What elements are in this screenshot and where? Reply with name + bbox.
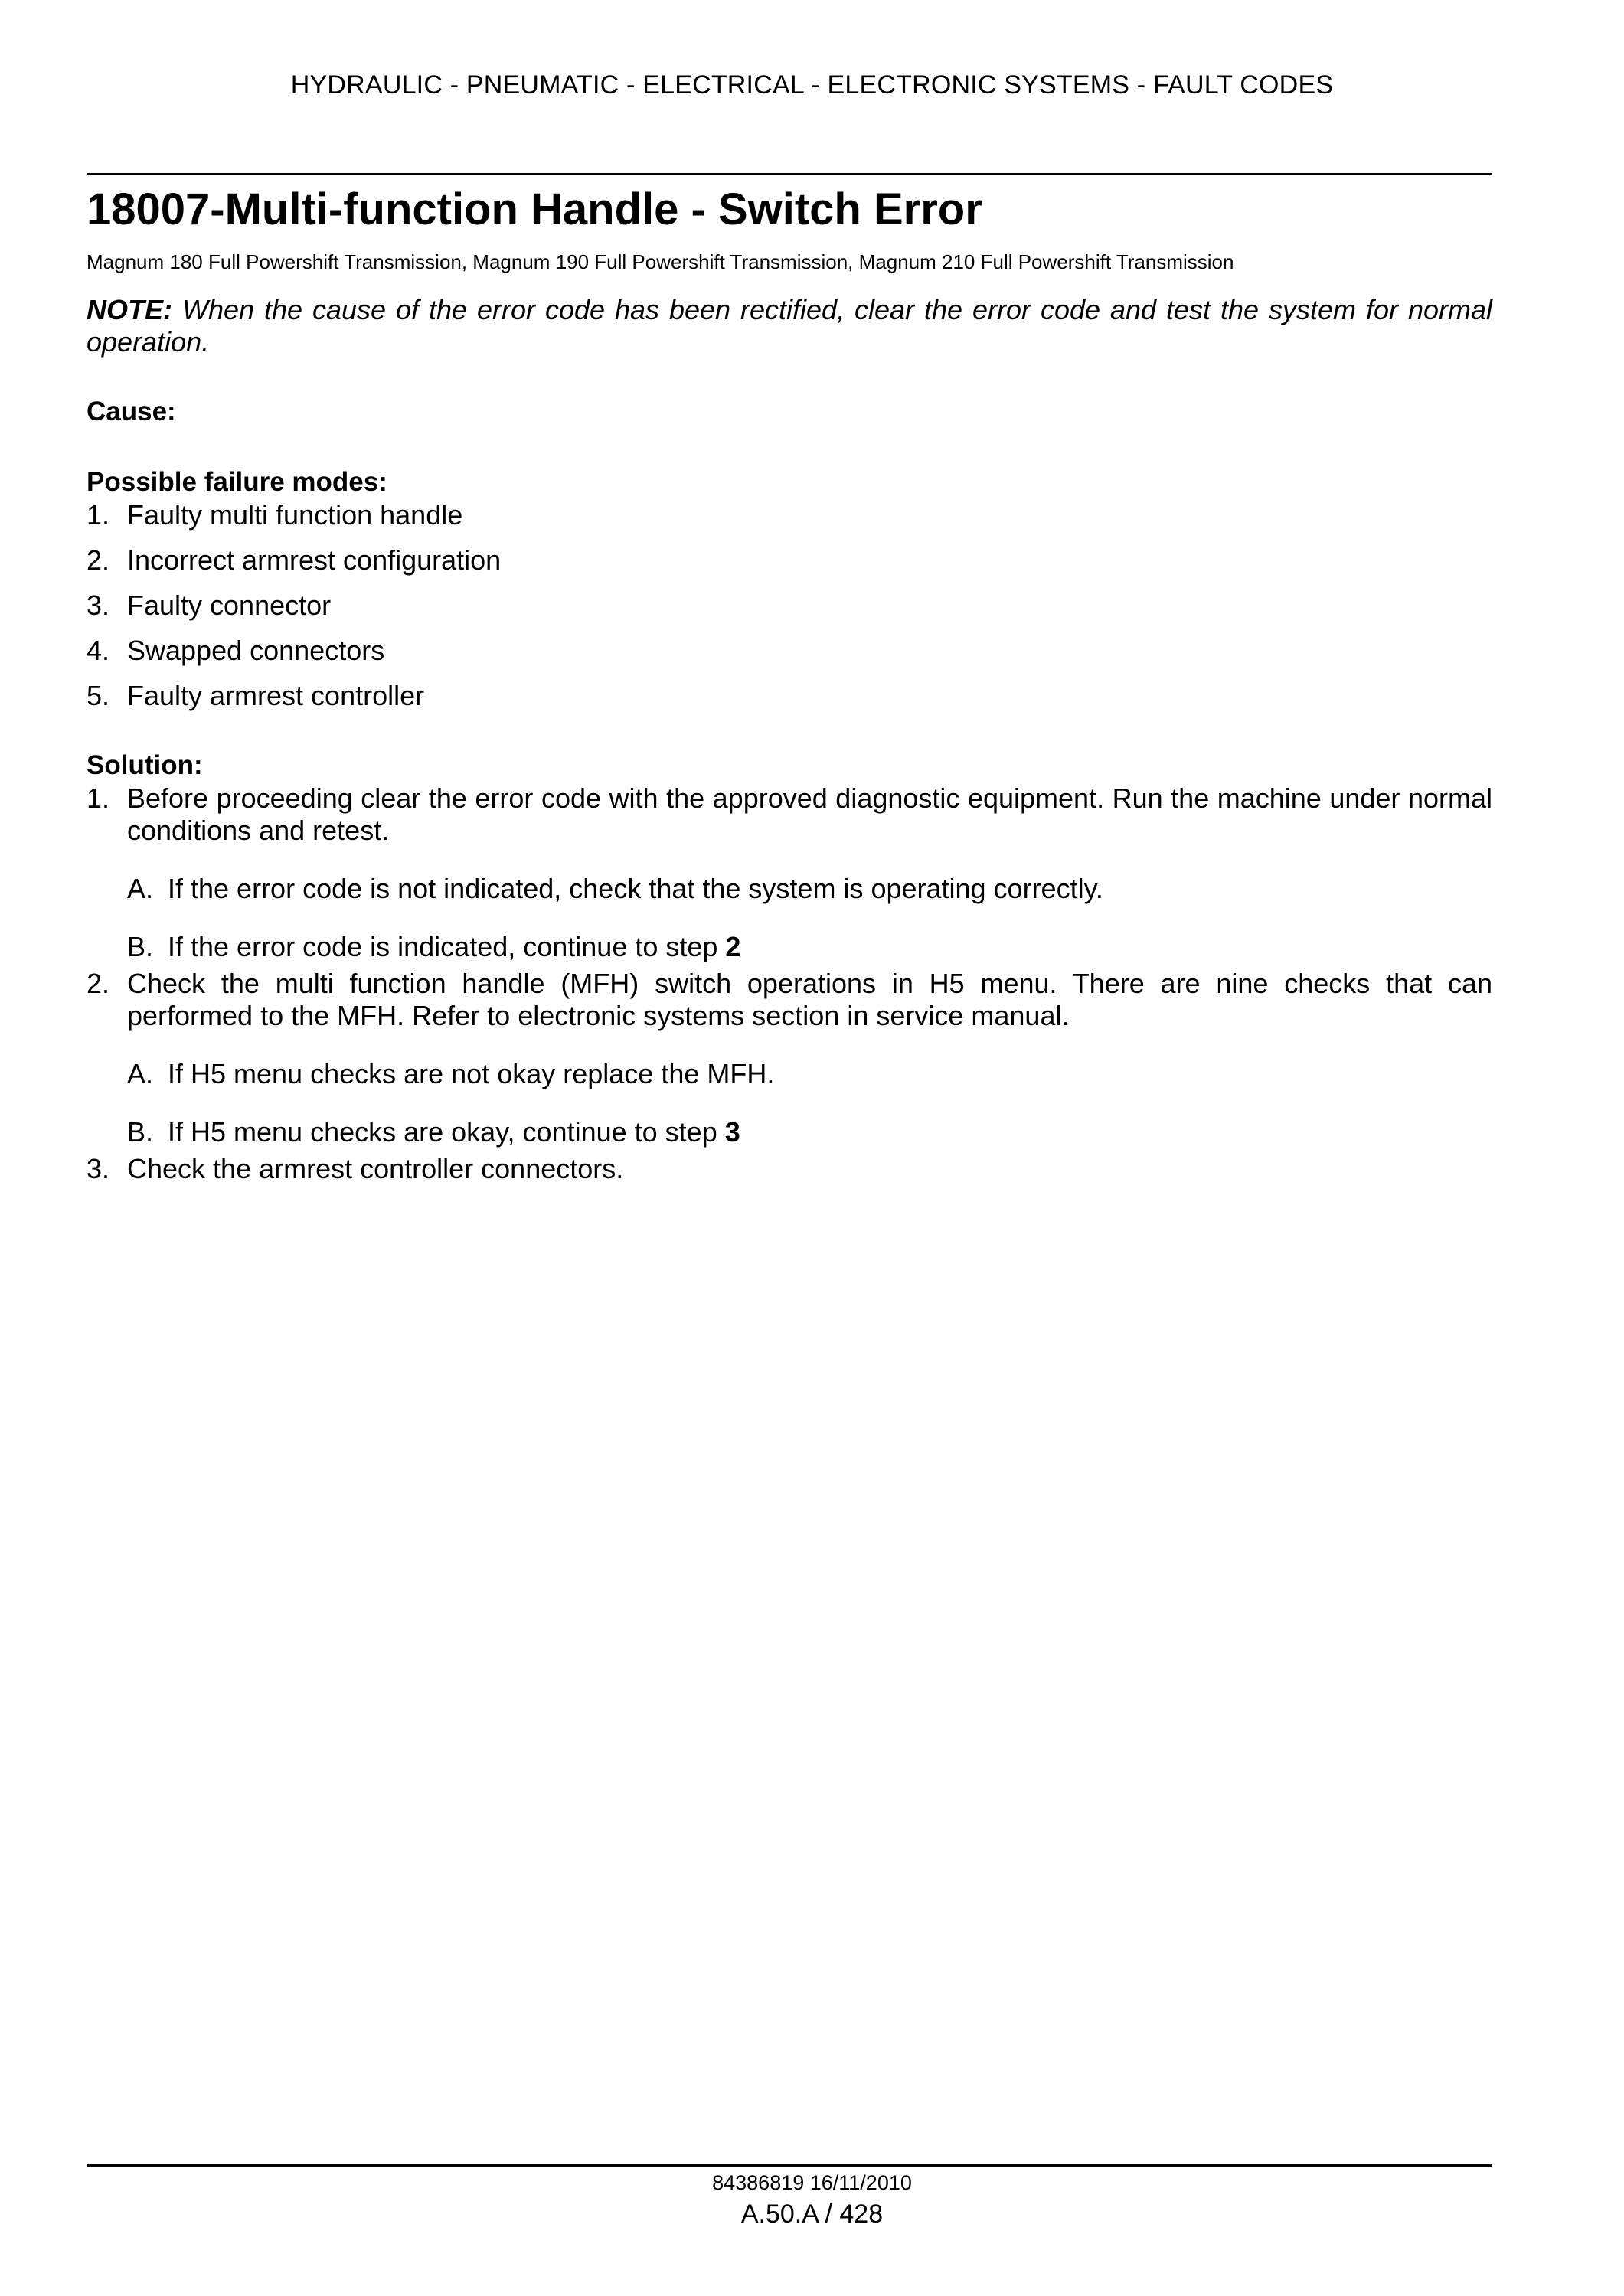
step-reference: 3 bbox=[724, 1116, 740, 1148]
list-item bbox=[87, 635, 1492, 667]
list-item bbox=[87, 499, 1492, 531]
footer-rule bbox=[87, 2164, 1492, 2167]
solution-step bbox=[87, 968, 1492, 1148]
step-reference: 2 bbox=[725, 931, 741, 962]
step-text: Check the armrest controller connectors. bbox=[127, 1153, 624, 1184]
sub-step-text: If H5 menu checks are okay, continue to step bbox=[168, 1116, 725, 1148]
sub-step-letter: A. bbox=[127, 1058, 154, 1089]
list-item bbox=[87, 544, 1492, 576]
failure-modes-list bbox=[87, 499, 1492, 712]
note-label: NOTE: bbox=[87, 294, 172, 325]
solution-step bbox=[87, 1153, 1492, 1185]
cause-heading: Cause: bbox=[87, 397, 176, 426]
header-rule bbox=[87, 173, 1492, 175]
step-number: 1. bbox=[87, 782, 110, 814]
note-paragraph bbox=[87, 294, 1492, 358]
sub-step bbox=[127, 873, 1492, 905]
item-text: Incorrect armrest configuration bbox=[127, 544, 502, 576]
sub-step bbox=[127, 1116, 1492, 1148]
solution-step bbox=[87, 782, 1492, 963]
sub-step-letter: B. bbox=[127, 1116, 154, 1148]
solution-heading: Solution: bbox=[87, 750, 203, 780]
step-number: 2. bbox=[87, 968, 110, 999]
sub-step-text: If the error code is indicated, continue to step bbox=[168, 931, 726, 962]
sub-steps bbox=[127, 1058, 1492, 1148]
list-item bbox=[87, 590, 1492, 622]
sub-step-letter: B. bbox=[127, 931, 154, 962]
note-text: When the cause of the error code has been rectified, clear the error code and test the system for normal operation. bbox=[87, 294, 1492, 358]
running-header: HYDRAULIC - PNEUMATIC - ELECTRICAL - ELECTRONIC SYSTEMS - FAULT CODES bbox=[290, 70, 1334, 100]
sub-step-letter: A. bbox=[127, 873, 154, 904]
page-content bbox=[87, 178, 1492, 1185]
item-text: Swapped connectors bbox=[127, 635, 385, 666]
failure-modes-heading: Possible failure modes: bbox=[87, 467, 387, 497]
item-text: Faulty multi function handle bbox=[127, 499, 463, 531]
sub-step bbox=[127, 931, 1492, 963]
sub-steps bbox=[127, 873, 1492, 963]
item-text: Faulty armrest controller bbox=[127, 680, 425, 711]
sub-step bbox=[127, 1058, 1492, 1090]
item-text: Faulty connector bbox=[127, 590, 332, 621]
sub-step-text: If the error code is not indicated, check that the system is operating correctly. bbox=[168, 873, 1103, 904]
page-title: 18007-Multi-function Handle - Switch Error bbox=[87, 185, 982, 234]
applicability-line: Magnum 180 Full Powershift Transmission, Magnum 190 Full Powershift Transmission, Magnum 210 Full Powershift Transmission bbox=[87, 250, 1234, 273]
step-number: 3. bbox=[87, 1153, 110, 1184]
sub-step-text: If H5 menu checks are not okay replace the MFH. bbox=[168, 1058, 775, 1089]
document-code: 84386819 16/11/2010 bbox=[712, 2171, 912, 2194]
page-number: A.50.A / 428 bbox=[740, 2200, 884, 2229]
step-text: Check the multi function handle (MFH) switch operations in H5 menu. There are nine checks that can performed to the MFH. Refer to electronic systems section in service manual. bbox=[127, 968, 1492, 1031]
solution-steps-list bbox=[87, 782, 1492, 1185]
item-number: 1. bbox=[87, 499, 110, 531]
list-item bbox=[87, 680, 1492, 712]
item-number: 3. bbox=[87, 590, 110, 621]
item-number: 4. bbox=[87, 635, 110, 666]
item-number: 2. bbox=[87, 544, 110, 576]
step-text: Before proceeding clear the error code with the approved diagnostic equipment. Run the machine under normal conditions and retest. bbox=[127, 782, 1492, 846]
item-number: 5. bbox=[87, 680, 110, 711]
